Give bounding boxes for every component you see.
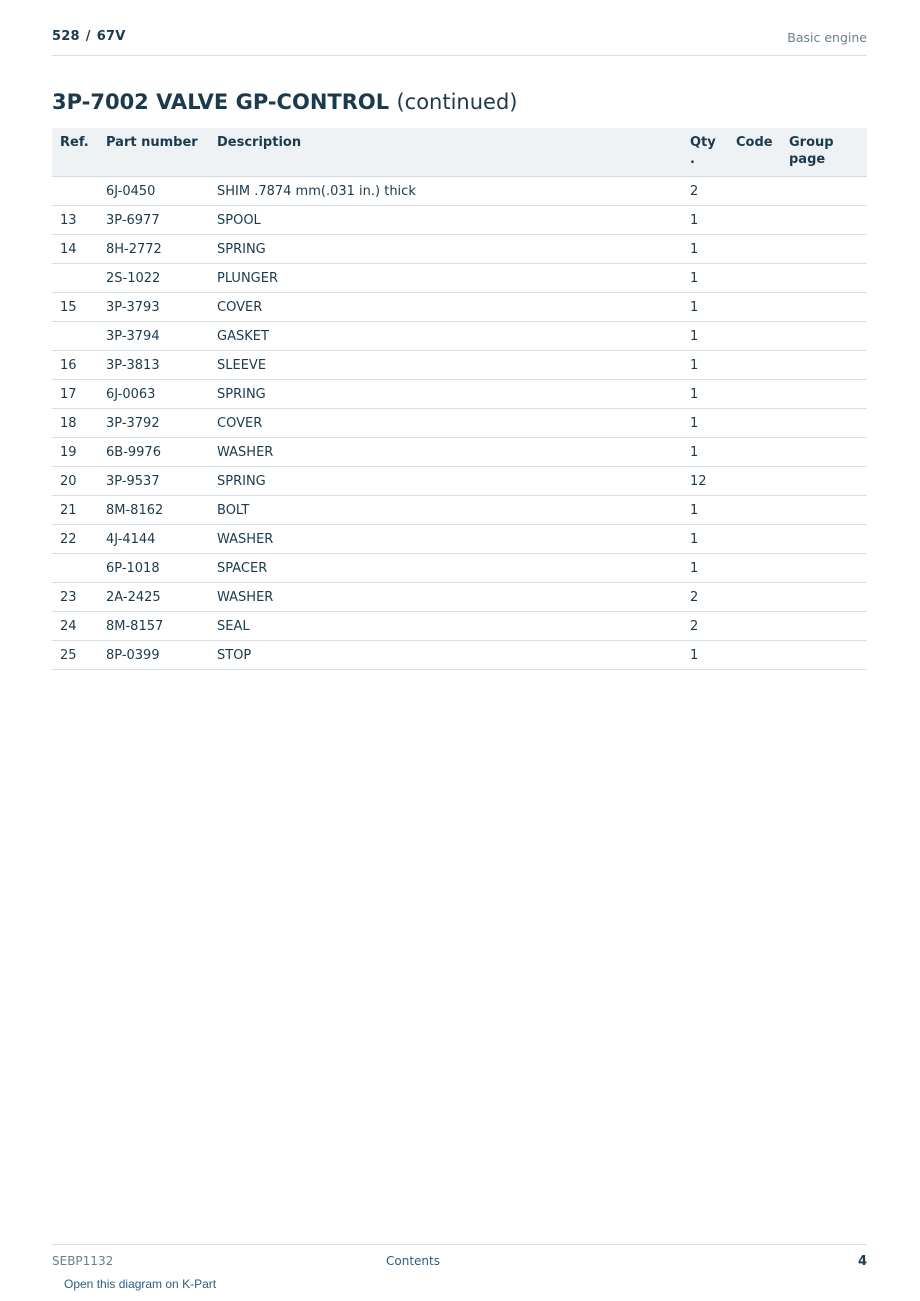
cell-qty: 1 <box>682 380 728 409</box>
table-row <box>52 293 867 322</box>
cell-code <box>728 235 781 264</box>
table-row <box>52 525 867 554</box>
cell-ref <box>52 177 98 206</box>
qty-header-line2: . <box>690 152 695 167</box>
title-suffix: (continued) <box>396 90 518 114</box>
cell-description: SHIM .7874 mm(.031 in.) thick <box>209 177 682 206</box>
cell-part-number: 6J-0450 <box>98 177 209 206</box>
cell-ref: 13 <box>52 206 98 235</box>
cell-group-page <box>781 467 867 496</box>
cell-qty: 2 <box>682 612 728 641</box>
cell-group-page <box>781 206 867 235</box>
model-separator: / <box>85 29 91 44</box>
cell-part-number: 6B-9976 <box>98 438 209 467</box>
cell-code <box>728 554 781 583</box>
cell-qty: 1 <box>682 206 728 235</box>
cell-part-number: 4J-4144 <box>98 525 209 554</box>
cell-description: COVER <box>209 293 682 322</box>
cell-qty: 1 <box>682 264 728 293</box>
cell-qty: 1 <box>682 554 728 583</box>
cell-part-number: 3P-3792 <box>98 409 209 438</box>
group-header-line2: page <box>789 152 826 167</box>
cell-part-number: 2A-2425 <box>98 583 209 612</box>
cell-code <box>728 293 781 322</box>
cell-qty: 1 <box>682 293 728 322</box>
table-row <box>52 409 867 438</box>
table-row <box>52 554 867 583</box>
cell-part-number: 2S-1022 <box>98 264 209 293</box>
open-kpart-link[interactable]: Open this diagram on K-Part <box>64 1277 217 1291</box>
cell-ref: 17 <box>52 380 98 409</box>
table-row <box>52 438 867 467</box>
cell-qty: 2 <box>682 177 728 206</box>
cell-description: GASKET <box>209 322 682 351</box>
cell-part-number: 3P-3813 <box>98 351 209 380</box>
cell-code <box>728 264 781 293</box>
cell-group-page <box>781 554 867 583</box>
cell-group-page <box>781 293 867 322</box>
table-row <box>52 467 867 496</box>
cell-code <box>728 496 781 525</box>
cell-ref: 15 <box>52 293 98 322</box>
cell-part-number: 6J-0063 <box>98 380 209 409</box>
cell-code <box>728 177 781 206</box>
cell-part-number: 3P-3793 <box>98 293 209 322</box>
group-header-line1: Group <box>789 135 834 150</box>
cell-description: WASHER <box>209 583 682 612</box>
cell-group-page <box>781 612 867 641</box>
cell-code <box>728 351 781 380</box>
cell-code <box>728 322 781 351</box>
page-title <box>52 90 517 114</box>
cell-ref <box>52 554 98 583</box>
cell-ref: 21 <box>52 496 98 525</box>
cell-qty: 1 <box>682 351 728 380</box>
cell-code <box>728 583 781 612</box>
cell-description: SPOOL <box>209 206 682 235</box>
cell-group-page <box>781 235 867 264</box>
cell-qty: 1 <box>682 322 728 351</box>
cell-qty: 1 <box>682 525 728 554</box>
contents-link[interactable]: Contents <box>386 1254 440 1268</box>
parts-table-body <box>52 177 867 670</box>
cell-qty: 1 <box>682 235 728 264</box>
cell-description: SEAL <box>209 612 682 641</box>
cell-code <box>728 438 781 467</box>
cell-description: STOP <box>209 641 682 670</box>
cell-code <box>728 467 781 496</box>
page-footer <box>52 1244 867 1301</box>
cell-description: BOLT <box>209 496 682 525</box>
serial-prefix: 67V <box>96 29 126 44</box>
cell-ref: 20 <box>52 467 98 496</box>
table-row <box>52 641 867 670</box>
document-id: SEBP1132 <box>52 1254 114 1268</box>
cell-qty: 2 <box>682 583 728 612</box>
column-header-qty <box>682 128 728 177</box>
cell-group-page <box>781 496 867 525</box>
cell-part-number: 3P-6977 <box>98 206 209 235</box>
cell-ref: 22 <box>52 525 98 554</box>
cell-group-page <box>781 409 867 438</box>
cell-description: WASHER <box>209 438 682 467</box>
cell-qty: 1 <box>682 641 728 670</box>
cell-ref: 24 <box>52 612 98 641</box>
cell-description: WASHER <box>209 525 682 554</box>
cell-qty: 12 <box>682 467 728 496</box>
cell-group-page <box>781 351 867 380</box>
table-row <box>52 380 867 409</box>
model-label <box>52 29 125 44</box>
cell-part-number: 3P-3794 <box>98 322 209 351</box>
cell-code <box>728 409 781 438</box>
qty-header-line1: Qty <box>690 135 716 150</box>
cell-part-number: 8M-8157 <box>98 612 209 641</box>
table-header-row <box>52 128 867 177</box>
model-number: 528 <box>52 29 80 44</box>
cell-ref: 16 <box>52 351 98 380</box>
cell-ref: 23 <box>52 583 98 612</box>
cell-description: SPRING <box>209 467 682 496</box>
cell-description: SPRING <box>209 380 682 409</box>
cell-description: SPACER <box>209 554 682 583</box>
cell-group-page <box>781 380 867 409</box>
page-number: 4 <box>857 1254 867 1269</box>
cell-group-page <box>781 438 867 467</box>
cell-group-page <box>781 177 867 206</box>
cell-group-page <box>781 641 867 670</box>
table-row <box>52 264 867 293</box>
cell-group-page <box>781 583 867 612</box>
cell-code <box>728 641 781 670</box>
cell-code <box>728 525 781 554</box>
table-row <box>52 496 867 525</box>
title-main: 3P-7002 VALVE GP-CONTROL <box>52 90 390 114</box>
cell-group-page <box>781 525 867 554</box>
cell-code <box>728 380 781 409</box>
table-row <box>52 177 867 206</box>
cell-group-page <box>781 264 867 293</box>
cell-description: PLUNGER <box>209 264 682 293</box>
section-label: Basic engine <box>787 30 867 45</box>
cell-ref: 14 <box>52 235 98 264</box>
cell-description: SPRING <box>209 235 682 264</box>
cell-code <box>728 612 781 641</box>
table-row <box>52 235 867 264</box>
cell-part-number: 8M-8162 <box>98 496 209 525</box>
cell-code <box>728 206 781 235</box>
table-row <box>52 322 867 351</box>
column-header-group-page <box>781 128 867 177</box>
cell-ref: 18 <box>52 409 98 438</box>
column-header-code: Code <box>728 128 781 177</box>
cell-qty: 1 <box>682 409 728 438</box>
cell-ref: 19 <box>52 438 98 467</box>
cell-ref <box>52 322 98 351</box>
table-row <box>52 206 867 235</box>
cell-part-number: 6P-1018 <box>98 554 209 583</box>
cell-qty: 1 <box>682 496 728 525</box>
cell-ref: 25 <box>52 641 98 670</box>
table-row <box>52 351 867 380</box>
cell-part-number: 8H-2772 <box>98 235 209 264</box>
column-header-part-number: Part number <box>98 128 209 177</box>
cell-description: SLEEVE <box>209 351 682 380</box>
cell-group-page <box>781 322 867 351</box>
table-row <box>52 612 867 641</box>
cell-qty: 1 <box>682 438 728 467</box>
table-row <box>52 583 867 612</box>
parts-table <box>52 128 867 670</box>
cell-part-number: 8P-0399 <box>98 641 209 670</box>
cell-ref <box>52 264 98 293</box>
cell-part-number: 3P-9537 <box>98 467 209 496</box>
cell-description: COVER <box>209 409 682 438</box>
column-header-ref: Ref. <box>52 128 98 177</box>
column-header-description: Description <box>209 128 682 177</box>
page-header <box>52 28 867 56</box>
